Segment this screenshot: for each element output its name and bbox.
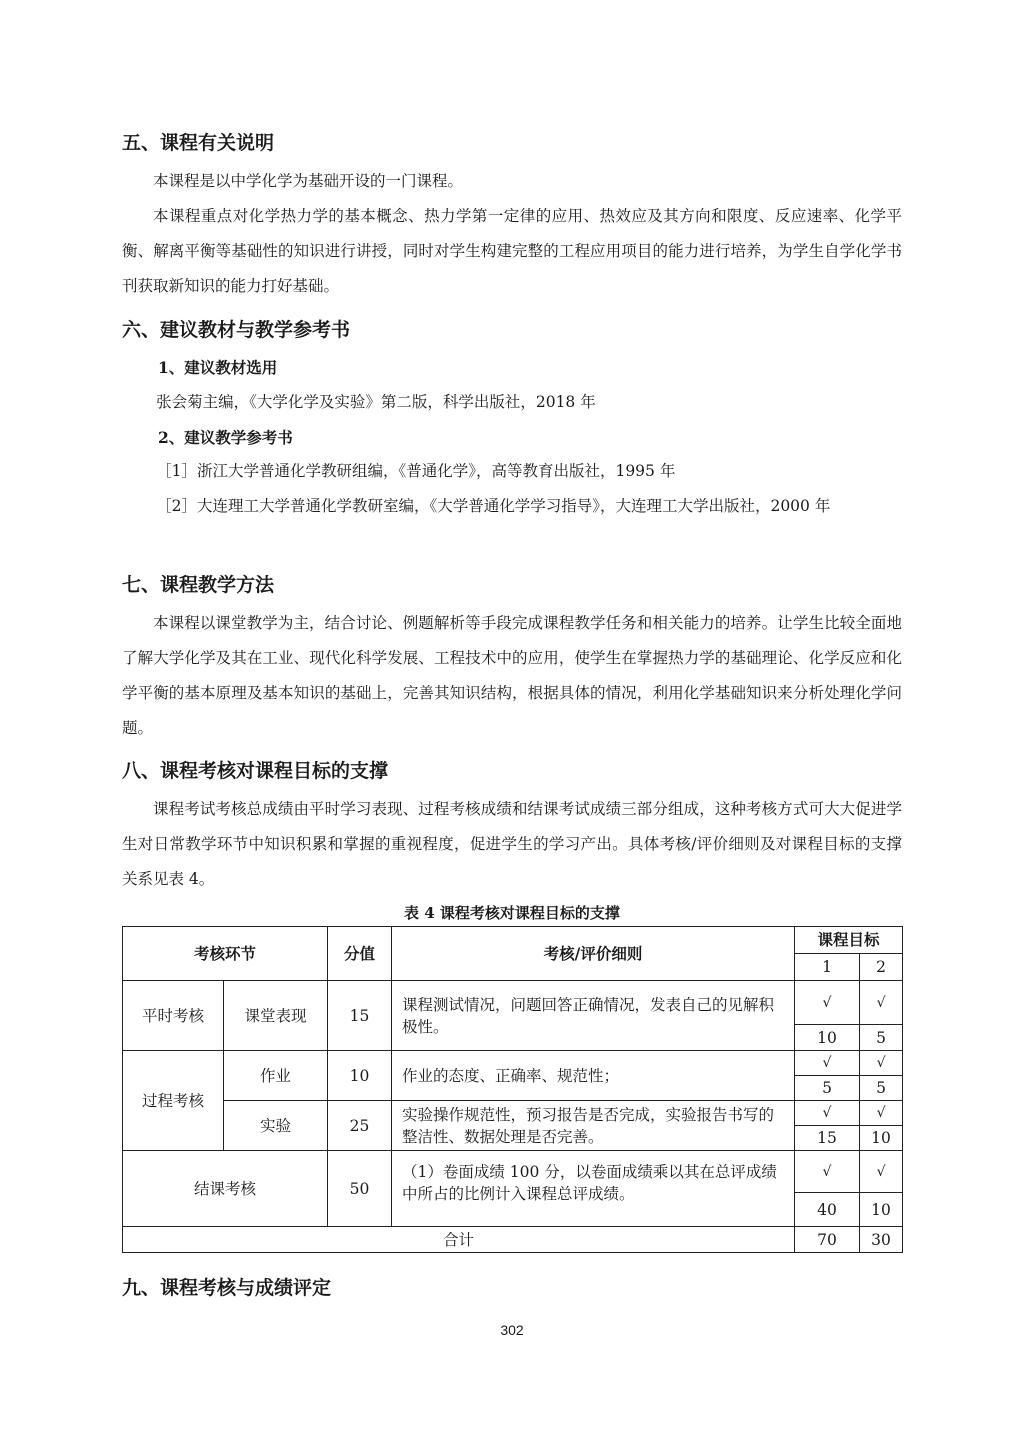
header-stage: 考核环节 [123,927,328,981]
section-heading-5: 五、课程有关说明 [122,132,275,154]
table-caption: 表 4 课程考核对课程目标的支撑 [404,904,620,922]
row-score: 50 [328,1151,392,1227]
table-total-row [123,1227,903,1253]
assessment-table [122,926,903,1253]
section-8-paragraph: 课程考试考核总成绩由平时学习表现、过程考核成绩和结课考试成绩三部分组成，这种考核方式可大大促进学生对日常教学环节中知识积累和掌握的重视程度，促进学生的学习产出。具体考核/评价细则及对课程目标的支撑关系见表 4。 [122,800,902,888]
table-row [123,1151,903,1193]
textbook-entry: 张会菊主编，《大学化学及实验》第二版，科学出版社，2018 年 [156,393,596,411]
check-goal-2: √ [860,1051,903,1076]
header-goal-1: 1 [795,954,860,981]
subheading-textbook: 1、建议教材选用 [158,358,278,377]
total-goal-1: 70 [795,1227,860,1253]
row-score: 25 [328,1101,392,1151]
section-7-paragraph: 本课程以课堂教学为主，结合讨论、例题解析等手段完成课程教学任务和相关能力的培养。让学生比较全面地了解大学化学及其在工业、现代化科学发展、工程技术中的应用，使学生在掌握热力学的基础理论、化学反应和化学平衡的基本原理及基本知识的基础上，完善其知识结构，根据具体的情况，利用化学基础知识来分析处理化学问题。 [122,614,902,737]
row-score: 10 [328,1051,392,1101]
header-goal-2: 2 [860,954,903,981]
header-goals: 课程目标 [795,927,903,954]
page-number: 302 [500,1322,524,1338]
check-goal-2: √ [860,1101,903,1126]
value-goal-2: 5 [860,1025,903,1051]
value-goal-1: 15 [795,1126,860,1151]
check-goal-1: √ [795,1051,860,1076]
value-goal-2: 5 [860,1076,903,1101]
table-row [123,1051,903,1076]
total-goal-2: 30 [860,1227,903,1253]
value-goal-2: 10 [860,1193,903,1227]
subheading-references: 2、建议教学参考书 [158,428,293,447]
row-score: 15 [328,981,392,1051]
check-goal-2: √ [860,1151,903,1193]
section-heading-8: 八、课程考核对课程目标的支撑 [122,760,389,782]
row-group: 平时考核 [123,981,224,1051]
row-detail: 实验操作规范性，预习报告是否完成，实验报告书写的整洁性、数据处理是否完善。 [392,1101,795,1151]
value-goal-1: 10 [795,1025,860,1051]
section-5-paragraph-2: 本课程重点对化学热力学的基本概念、热力学第一定律的应用、热效应及其方向和限度、反应速率、化学平衡、解离平衡等基础性的知识进行讲授，同时对学生构建完整的工程应用项目的能力进行培养，为学生自学化学书刊获取新知识的能力打好基础。 [122,207,902,295]
check-goal-2: √ [860,981,903,1025]
row-item: 作业 [224,1051,328,1101]
reference-2: ［2］大连理工大学普通化学教研室编，《大学普通化学学习指导》，大连理工大学出版社，2000 年 [156,497,831,515]
section-heading-7: 七、课程教学方法 [122,574,275,596]
row-detail: （1）卷面成绩 100 分，以卷面成绩乘以其在总评成绩中所占的比例计入课程总评成绩。 [392,1151,795,1227]
check-goal-1: √ [795,981,860,1025]
table-row [123,1101,903,1126]
row-detail: 课程测试情况，问题回答正确情况，发表自己的见解积极性。 [392,981,795,1051]
check-goal-1: √ [795,1101,860,1126]
table-row [123,981,903,1025]
value-goal-1: 40 [795,1193,860,1227]
table-header-row [123,927,903,954]
row-item: 实验 [224,1101,328,1151]
reference-1: ［1］浙江大学普通化学教研组编，《普通化学》，高等教育出版社，1995 年 [156,462,676,480]
value-goal-2: 10 [860,1126,903,1151]
row-group: 结课考核 [123,1151,328,1227]
section-heading-6: 六、建议教材与教学参考书 [122,319,351,341]
row-detail: 作业的态度、正确率、规范性； [392,1051,795,1101]
section-5-paragraph-1: 本课程是以中学化学为基础开设的一门课程。 [153,172,464,190]
value-goal-1: 5 [795,1076,860,1101]
total-label: 合计 [123,1227,795,1253]
check-goal-1: √ [795,1151,860,1193]
section-heading-9: 九、课程考核与成绩评定 [122,1277,332,1299]
header-detail: 考核/评价细则 [392,927,795,981]
row-item: 课堂表现 [224,981,328,1051]
row-group: 过程考核 [123,1051,224,1151]
header-score: 分值 [328,927,392,981]
